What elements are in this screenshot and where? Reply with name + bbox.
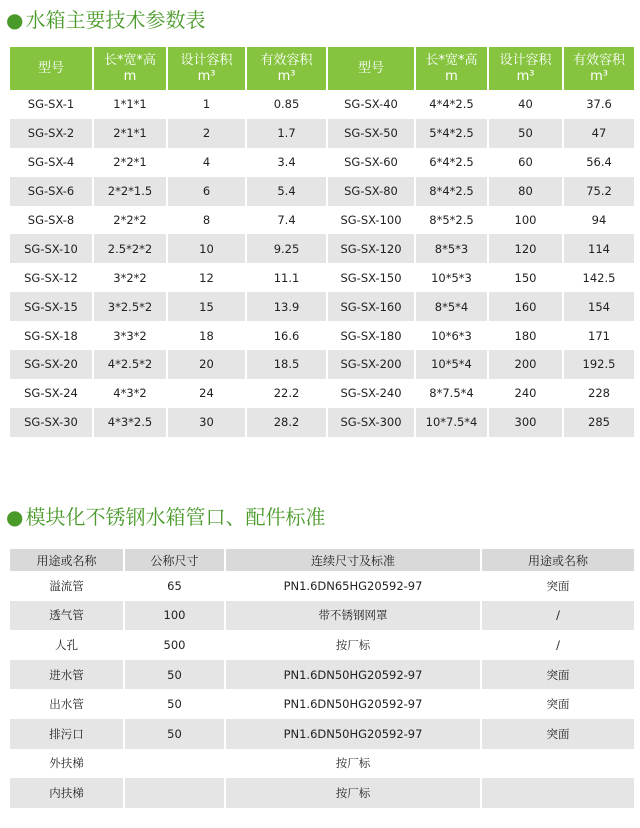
nominal-size-cell: 500 bbox=[124, 630, 225, 660]
header-nominal-size: 公称尺寸 bbox=[124, 549, 225, 571]
effective-volume-cell: 3.4 bbox=[246, 148, 327, 177]
effective-volume-cell: 5.4 bbox=[246, 177, 327, 206]
effective-volume-cell: 18.5 bbox=[246, 350, 327, 379]
effective-volume-cell: 7.4 bbox=[246, 206, 327, 235]
usage-cell: 突面 bbox=[481, 571, 635, 601]
nominal-size-cell: 50 bbox=[124, 689, 225, 719]
model-cell: SG-SX-24 bbox=[9, 379, 93, 408]
header-model: 型号 bbox=[9, 47, 93, 90]
effective-volume-cell: 16.6 bbox=[246, 321, 327, 350]
design-volume-cell: 30 bbox=[167, 408, 246, 437]
table-row bbox=[9, 90, 635, 119]
table-row bbox=[9, 660, 635, 690]
design-volume-cell: 180 bbox=[488, 321, 563, 350]
name-cell: 溢流管 bbox=[9, 571, 124, 601]
dimensions-cell: 10*5*3 bbox=[415, 263, 488, 292]
model-cell: SG-SX-80 bbox=[327, 177, 415, 206]
effective-volume-cell: 1.7 bbox=[246, 119, 327, 148]
effective-volume-cell: 37.6 bbox=[563, 90, 635, 119]
dimensions-cell: 8*5*2.5 bbox=[415, 206, 488, 235]
design-volume-cell: 10 bbox=[167, 234, 246, 263]
effective-volume-cell: 13.9 bbox=[246, 292, 327, 321]
dimensions-cell: 6*4*2.5 bbox=[415, 148, 488, 177]
dimensions-cell: 8*5*4 bbox=[415, 292, 488, 321]
effective-volume-cell: 94 bbox=[563, 206, 635, 235]
usage-cell: / bbox=[481, 601, 635, 631]
model-cell: SG-SX-180 bbox=[327, 321, 415, 350]
design-volume-cell: 150 bbox=[488, 263, 563, 292]
header-dimensions: 长*宽*高 m bbox=[415, 47, 488, 90]
design-volume-cell: 18 bbox=[167, 321, 246, 350]
model-cell: SG-SX-100 bbox=[327, 206, 415, 235]
model-cell: SG-SX-120 bbox=[327, 234, 415, 263]
name-cell: 透气管 bbox=[9, 601, 124, 631]
usage-cell bbox=[481, 749, 635, 779]
design-volume-cell: 6 bbox=[167, 177, 246, 206]
effective-volume-cell: 28.2 bbox=[246, 408, 327, 437]
name-cell: 外扶梯 bbox=[9, 749, 124, 779]
connection-standard-cell: PN1.6DN50HG20592-97 bbox=[225, 719, 481, 749]
table-row bbox=[9, 719, 635, 749]
design-volume-cell: 240 bbox=[488, 379, 563, 408]
design-volume-cell: 100 bbox=[488, 206, 563, 235]
header-effective-volume: 有效容积 m³ bbox=[563, 47, 635, 90]
header-connection-standard: 连续尺寸及标准 bbox=[225, 549, 481, 571]
effective-volume-cell: 171 bbox=[563, 321, 635, 350]
design-volume-cell: 2 bbox=[167, 119, 246, 148]
effective-volume-cell: 0.85 bbox=[246, 90, 327, 119]
table-row bbox=[9, 177, 635, 206]
model-cell: SG-SX-200 bbox=[327, 350, 415, 379]
bullet-icon: ● bbox=[6, 8, 24, 32]
dimensions-cell: 10*6*3 bbox=[415, 321, 488, 350]
dimensions-cell: 10*7.5*4 bbox=[415, 408, 488, 437]
model-cell: SG-SX-40 bbox=[327, 90, 415, 119]
connection-standard-cell: 带不锈钢网罩 bbox=[225, 601, 481, 631]
design-volume-cell: 8 bbox=[167, 206, 246, 235]
model-cell: SG-SX-15 bbox=[9, 292, 93, 321]
design-volume-cell: 1 bbox=[167, 90, 246, 119]
model-cell: SG-SX-30 bbox=[9, 408, 93, 437]
nominal-size-cell bbox=[124, 749, 225, 779]
connection-standard-cell: 按厂标 bbox=[225, 749, 481, 779]
spec-header-row bbox=[9, 47, 635, 90]
dimensions-cell: 2*1*1 bbox=[93, 119, 167, 148]
model-cell: SG-SX-300 bbox=[327, 408, 415, 437]
table-row bbox=[9, 379, 635, 408]
effective-volume-cell: 114 bbox=[563, 234, 635, 263]
design-volume-cell: 40 bbox=[488, 90, 563, 119]
effective-volume-cell: 56.4 bbox=[563, 148, 635, 177]
name-cell: 进水管 bbox=[9, 660, 124, 690]
design-volume-cell: 80 bbox=[488, 177, 563, 206]
parts-table bbox=[8, 549, 636, 808]
spec-section-title bbox=[6, 4, 205, 33]
dimensions-cell: 3*2*2 bbox=[93, 263, 167, 292]
design-volume-cell: 50 bbox=[488, 119, 563, 148]
nominal-size-cell: 50 bbox=[124, 660, 225, 690]
connection-standard-cell: PN1.6DN65HG20592-97 bbox=[225, 571, 481, 601]
spec-table bbox=[8, 47, 636, 437]
model-cell: SG-SX-10 bbox=[9, 234, 93, 263]
name-cell: 内扶梯 bbox=[9, 778, 124, 808]
dimensions-cell: 8*5*3 bbox=[415, 234, 488, 263]
design-volume-cell: 160 bbox=[488, 292, 563, 321]
table-row bbox=[9, 119, 635, 148]
model-cell: SG-SX-18 bbox=[9, 321, 93, 350]
usage-cell: 突面 bbox=[481, 719, 635, 749]
header-usage: 用途或名称 bbox=[481, 549, 635, 571]
dimensions-cell: 2*2*1.5 bbox=[93, 177, 167, 206]
model-cell: SG-SX-60 bbox=[327, 148, 415, 177]
bullet-icon: ● bbox=[6, 505, 24, 529]
effective-volume-cell: 47 bbox=[563, 119, 635, 148]
nominal-size-cell bbox=[124, 778, 225, 808]
parts-header-row bbox=[9, 549, 635, 571]
model-cell: SG-SX-20 bbox=[9, 350, 93, 379]
design-volume-cell: 4 bbox=[167, 148, 246, 177]
model-cell: SG-SX-1 bbox=[9, 90, 93, 119]
dimensions-cell: 4*3*2.5 bbox=[93, 408, 167, 437]
header-effective-volume: 有效容积 m³ bbox=[246, 47, 327, 90]
parts-title-text: 模块化不锈钢水箱管口、配件标准 bbox=[25, 505, 326, 529]
table-row bbox=[9, 749, 635, 779]
dimensions-cell: 3*2.5*2 bbox=[93, 292, 167, 321]
model-cell: SG-SX-2 bbox=[9, 119, 93, 148]
dimensions-cell: 4*2.5*2 bbox=[93, 350, 167, 379]
table-row bbox=[9, 630, 635, 660]
design-volume-cell: 20 bbox=[167, 350, 246, 379]
table-row bbox=[9, 408, 635, 437]
dimensions-cell: 2*2*2 bbox=[93, 206, 167, 235]
design-volume-cell: 60 bbox=[488, 148, 563, 177]
effective-volume-cell: 154 bbox=[563, 292, 635, 321]
effective-volume-cell: 142.5 bbox=[563, 263, 635, 292]
table-row bbox=[9, 350, 635, 379]
table-row bbox=[9, 321, 635, 350]
nominal-size-cell: 100 bbox=[124, 601, 225, 631]
dimensions-cell: 3*3*2 bbox=[93, 321, 167, 350]
header-dimensions: 长*宽*高 m bbox=[93, 47, 167, 90]
connection-standard-cell: 按厂标 bbox=[225, 630, 481, 660]
dimensions-cell: 8*7.5*4 bbox=[415, 379, 488, 408]
effective-volume-cell: 11.1 bbox=[246, 263, 327, 292]
name-cell: 排污口 bbox=[9, 719, 124, 749]
dimensions-cell: 2*2*1 bbox=[93, 148, 167, 177]
header-name: 用途或名称 bbox=[9, 549, 124, 571]
model-cell: SG-SX-4 bbox=[9, 148, 93, 177]
dimensions-cell: 4*4*2.5 bbox=[415, 90, 488, 119]
dimensions-cell: 8*4*2.5 bbox=[415, 177, 488, 206]
table-row bbox=[9, 292, 635, 321]
header-design-volume: 设计容积 m³ bbox=[488, 47, 563, 90]
header-model: 型号 bbox=[327, 47, 415, 90]
dimensions-cell: 1*1*1 bbox=[93, 90, 167, 119]
model-cell: SG-SX-240 bbox=[327, 379, 415, 408]
table-row bbox=[9, 234, 635, 263]
model-cell: SG-SX-6 bbox=[9, 177, 93, 206]
name-cell: 人孔 bbox=[9, 630, 124, 660]
effective-volume-cell: 192.5 bbox=[563, 350, 635, 379]
model-cell: SG-SX-12 bbox=[9, 263, 93, 292]
dimensions-cell: 10*5*4 bbox=[415, 350, 488, 379]
usage-cell bbox=[481, 778, 635, 808]
design-volume-cell: 200 bbox=[488, 350, 563, 379]
effective-volume-cell: 75.2 bbox=[563, 177, 635, 206]
design-volume-cell: 24 bbox=[167, 379, 246, 408]
header-design-volume: 设计容积 m³ bbox=[167, 47, 246, 90]
design-volume-cell: 300 bbox=[488, 408, 563, 437]
table-row bbox=[9, 778, 635, 808]
design-volume-cell: 120 bbox=[488, 234, 563, 263]
effective-volume-cell: 22.2 bbox=[246, 379, 327, 408]
table-row bbox=[9, 148, 635, 177]
model-cell: SG-SX-160 bbox=[327, 292, 415, 321]
dimensions-cell: 2.5*2*2 bbox=[93, 234, 167, 263]
spec-title-text: 水箱主要技术参数表 bbox=[25, 8, 206, 32]
table-row bbox=[9, 601, 635, 631]
nominal-size-cell: 50 bbox=[124, 719, 225, 749]
table-row bbox=[9, 571, 635, 601]
usage-cell: / bbox=[481, 630, 635, 660]
effective-volume-cell: 228 bbox=[563, 379, 635, 408]
connection-standard-cell: 按厂标 bbox=[225, 778, 481, 808]
design-volume-cell: 15 bbox=[167, 292, 246, 321]
table-row bbox=[9, 263, 635, 292]
connection-standard-cell: PN1.6DN50HG20592-97 bbox=[225, 689, 481, 719]
effective-volume-cell: 9.25 bbox=[246, 234, 327, 263]
usage-cell: 突面 bbox=[481, 689, 635, 719]
usage-cell: 突面 bbox=[481, 660, 635, 690]
nominal-size-cell: 65 bbox=[124, 571, 225, 601]
model-cell: SG-SX-50 bbox=[327, 119, 415, 148]
dimensions-cell: 5*4*2.5 bbox=[415, 119, 488, 148]
table-row bbox=[9, 206, 635, 235]
design-volume-cell: 12 bbox=[167, 263, 246, 292]
model-cell: SG-SX-8 bbox=[9, 206, 93, 235]
table-row bbox=[9, 689, 635, 719]
parts-section-title bbox=[6, 501, 325, 530]
model-cell: SG-SX-150 bbox=[327, 263, 415, 292]
effective-volume-cell: 285 bbox=[563, 408, 635, 437]
name-cell: 出水管 bbox=[9, 689, 124, 719]
connection-standard-cell: PN1.6DN50HG20592-97 bbox=[225, 660, 481, 690]
dimensions-cell: 4*3*2 bbox=[93, 379, 167, 408]
